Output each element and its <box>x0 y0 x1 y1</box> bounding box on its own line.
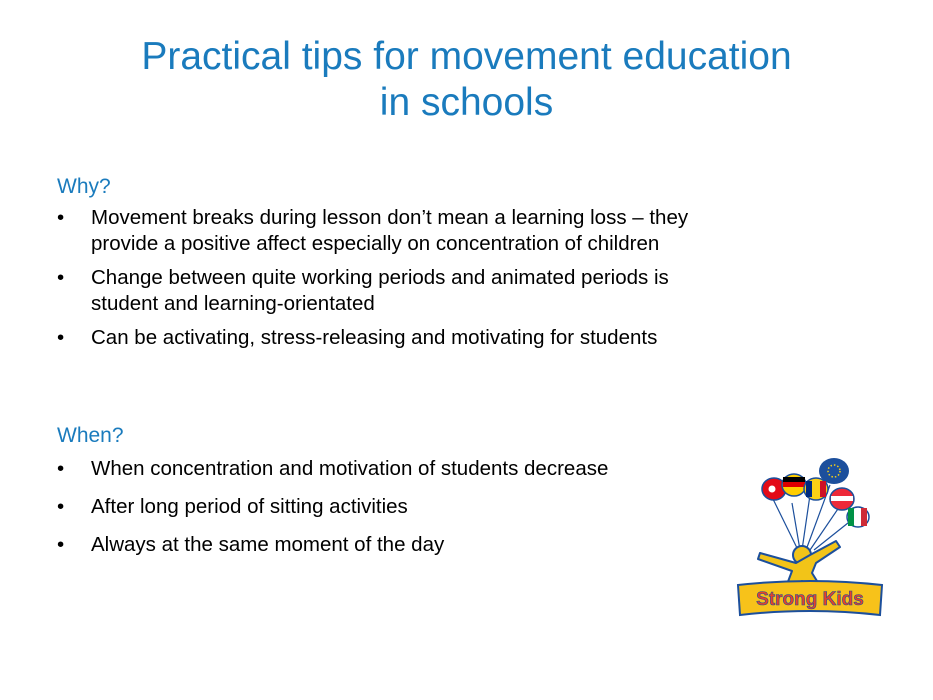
slide-title <box>40 34 893 126</box>
list-item: • Movement breaks during lesson don’t mean a learning loss – they provide a positive affect especially on concentration of children <box>57 206 689 255</box>
logo-text: Strong Kids <box>756 589 864 610</box>
strong-kids-logo-icon <box>730 455 890 625</box>
bullet-icon: • <box>57 326 65 349</box>
bullet-icon: • <box>57 457 65 480</box>
bullet-icon: • <box>57 206 65 229</box>
title-line-1: Practical tips for movement education <box>141 35 792 78</box>
title-line-2: in schools <box>379 81 554 124</box>
list-item: • Can be activating, stress-releasing and motivating for students <box>57 326 658 349</box>
list-item: • When concentration and motivation of students decrease <box>57 457 609 480</box>
why-heading: Why? <box>57 175 111 198</box>
why-bullet-list <box>57 205 857 359</box>
bullet-icon: • <box>57 533 65 556</box>
list-item: • After long period of sitting activities <box>57 495 408 518</box>
list-item: • Change between quite working periods and animated periods is student and learning-orientated <box>57 266 669 315</box>
bullet-icon: • <box>57 266 65 289</box>
list-item: • Always at the same moment of the day <box>57 533 445 556</box>
bullet-icon: • <box>57 495 65 518</box>
when-heading: When? <box>57 424 124 447</box>
